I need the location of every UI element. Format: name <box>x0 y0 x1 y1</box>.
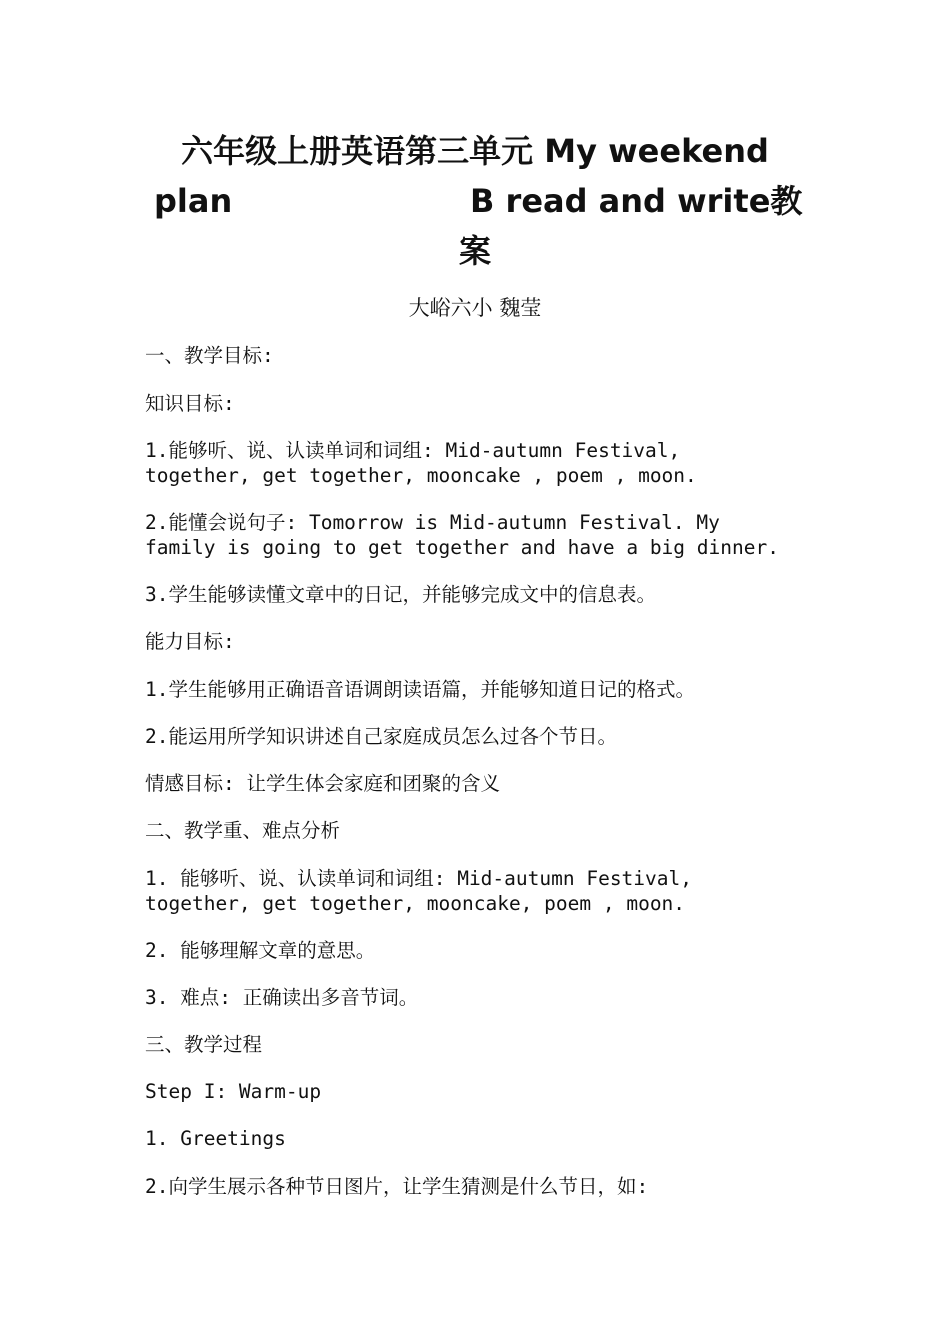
knowledge-item-1-line-2: together, get together, mooncake , poem , moon. <box>145 464 697 487</box>
key-point-3: 3. 难点: 正确读出多音节词。 <box>145 986 419 1009</box>
document-title-line-2-left: plan <box>154 182 233 220</box>
step-1-heading: Step I: Warm-up <box>145 1080 322 1103</box>
ability-item-1: 1.学生能够用正确语音语调朗读语篇，并能够知道日记的格式。 <box>145 678 695 701</box>
document-title-line-2-right: B read and write教 <box>470 182 803 220</box>
author-line: 大峪六小 魏莹 <box>408 296 542 320</box>
subheading-knowledge: 知识目标: <box>145 392 235 415</box>
knowledge-item-2-line-2: family is going to get together and have a big dinner. <box>145 536 779 559</box>
key-point-2: 2. 能够理解文章的意思。 <box>145 939 376 962</box>
key-point-1-line-2: together, get together, mooncake, poem , moon. <box>145 892 686 915</box>
subheading-ability: 能力目标: <box>145 630 235 653</box>
key-point-1-line-1: 1. 能够听、说、认读单词和词组: Mid-autumn Festival, <box>145 867 692 890</box>
warmup-item-2: 2.向学生展示各种节日图片，让学生猜测是什么节日，如: <box>145 1175 649 1198</box>
section-heading-key-points: 二、教学重、难点分析 <box>145 819 341 842</box>
section-heading-objectives: 一、教学目标: <box>145 344 274 367</box>
document-title-line-1: 六年级上册英语第三单元 My weekend <box>181 132 769 170</box>
knowledge-item-3: 3.学生能够读懂文章中的日记，并能够完成文中的信息表。 <box>145 583 656 606</box>
emotion-objective: 情感目标: 让学生体会家庭和团聚的含义 <box>145 772 500 795</box>
warmup-item-1: 1. Greetings <box>145 1127 286 1150</box>
knowledge-item-2-line-1: 2.能懂会说句子: Tomorrow is Mid-autumn Festival. My <box>145 511 720 534</box>
knowledge-item-1-line-1: 1.能够听、说、认读单词和词组: Mid-autumn Festival, <box>145 439 681 462</box>
ability-item-2: 2.能运用所学知识讲述自己家庭成员怎么过各个节日。 <box>145 725 617 748</box>
section-heading-process: 三、教学过程 <box>145 1033 263 1056</box>
document-title-line-3: 案 <box>458 232 491 270</box>
